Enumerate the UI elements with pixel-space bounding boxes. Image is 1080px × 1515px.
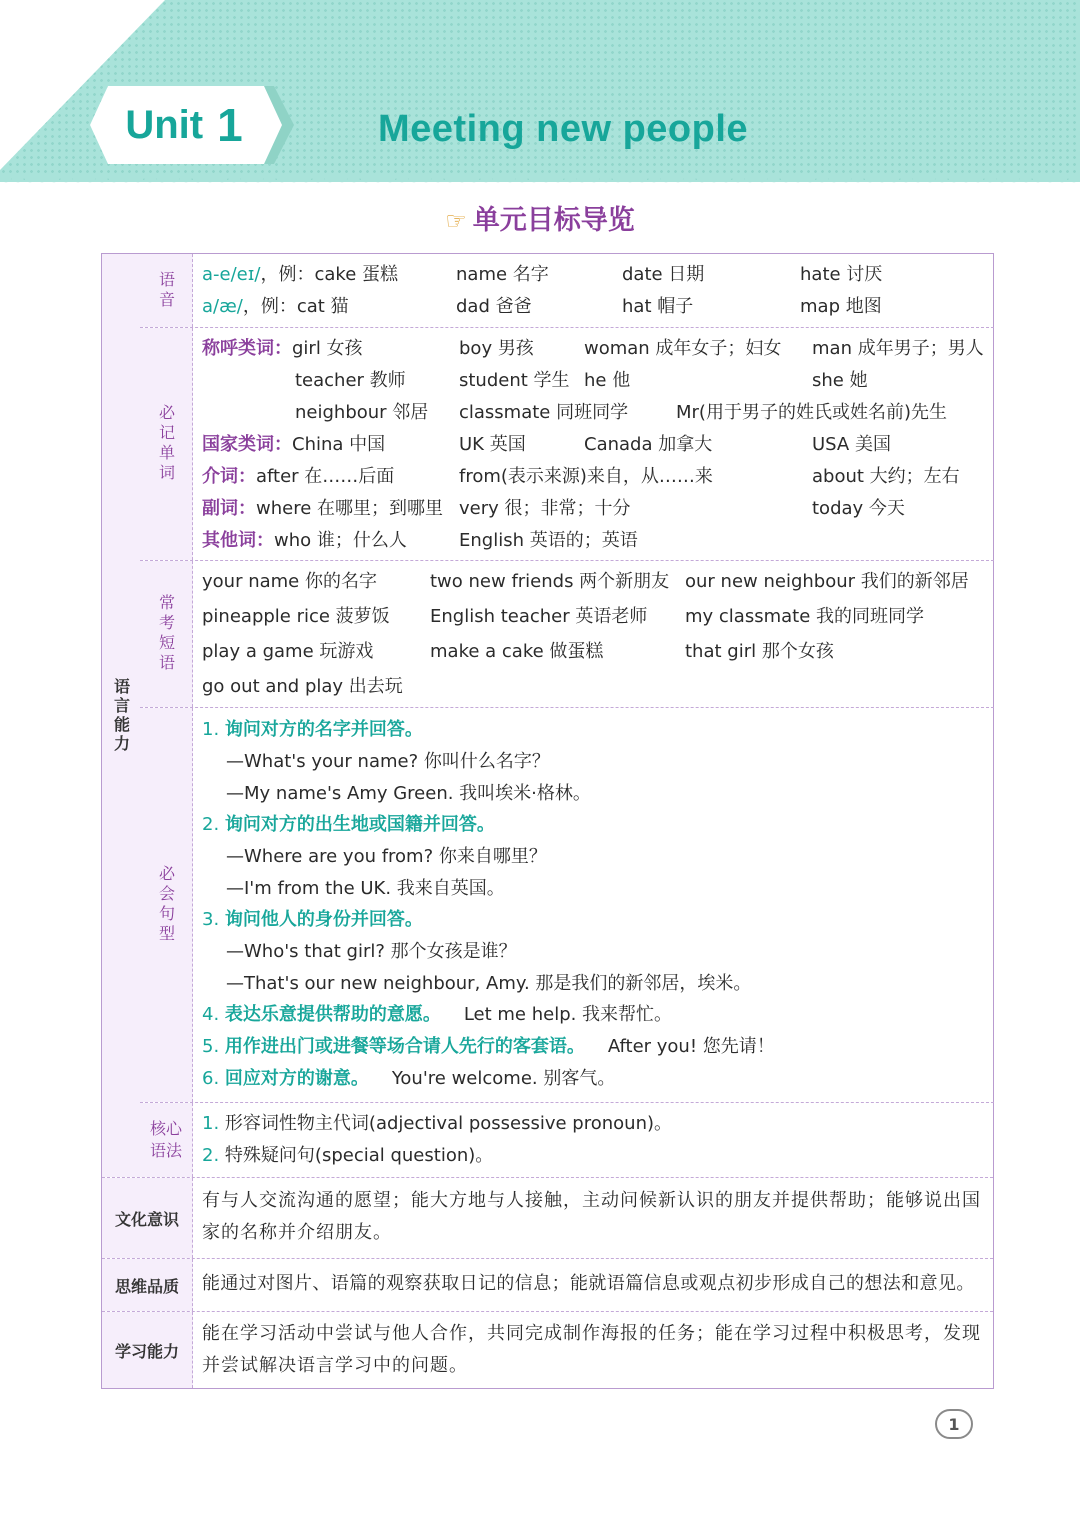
vocab-word: she 她 [812,370,868,391]
sentence-heading: 6. 回应对方的谢意。 You're welcome. 别客气。 [202,1068,616,1089]
unit-label: Unit [125,102,204,147]
vocab-word: Mr(用于男子的姓氏或姓名前)先生 [676,402,947,423]
vocab-word: Canada 加拿大 [584,434,713,455]
category-learning: 学习能力 [102,1312,193,1388]
vocab-word: woman 成年女子；妇女 [584,338,782,359]
sentence-heading: 1. 询问对方的名字并回答。 [202,719,423,740]
vocab-word: UK 英国 [459,434,526,455]
subcategory-grammar [140,1103,193,1177]
vocab-word: today 今天 [812,498,905,519]
learning-text: 能在学习活动中尝试与他人合作，共同完成制作海报的任务；能在学习过程中积极思考，发现并尝试解决语言学习中的问题。 [202,1323,981,1376]
phrase-item: English teacher 英语老师 [430,606,648,627]
vocab-line-adverbs: 副词：where 在哪里；到哪里 [202,498,444,519]
subcategory-phrases [140,561,193,707]
sentence-heading: 5. 用作进出门或进餐等场合请人先行的客套语。 After you! 您先请！ [202,1036,775,1057]
phrase-item: make a cake 做蛋糕 [430,641,604,662]
vocab-word: classmate 同班同学 [459,402,629,423]
sentence-line: —My name's Amy Green. 我叫埃米·格林。 [226,783,591,804]
vocab-word: boy 男孩 [459,338,534,359]
vocab-word: English 英语的；英语 [459,530,638,551]
sentence-line: —Who's that girl? 那个女孩是谁？ [226,941,517,962]
subcategory-vocabulary [140,328,193,560]
vocab-word: very 很；非常；十分 [459,498,631,519]
pron-word: name 名字 [456,264,549,285]
pron-word: hat 帽子 [622,296,694,317]
section-title [0,198,1080,237]
subcategory-sentences [140,708,193,1102]
vocab-line-1: 称呼类词：girl 女孩 [202,338,363,359]
page-number: 1 [935,1409,973,1439]
vocab-word: about 大约；左右 [812,466,960,487]
row-divider [140,327,994,328]
vocab-line-prepositions: 介词：after 在……后面 [202,466,395,487]
vocab-word: USA 美国 [812,434,891,455]
unit-badge [88,84,296,166]
phrase-item: go out and play 出去玩 [202,676,403,697]
row-divider [140,1102,994,1103]
grammar-label-line1: 核心 [149,1119,182,1138]
row-divider [140,560,994,561]
vocab-word: teacher 教师 [295,370,406,391]
phrase-item: play a game 玩游戏 [202,641,374,662]
vocab-word: man 成年男子；男人 [812,338,984,359]
vocab-word: neighbour 邻居 [295,402,429,423]
phrase-item: our new neighbour 我们的新邻居 [685,571,969,592]
pron-rule-2: a/æ/，例：cat 猫 [202,296,349,317]
pron-word: dad 爸爸 [456,296,532,317]
vocab-word: he 他 [584,370,631,391]
grammar-item: 1. 形容词性物主代词(adjectival possessive pronoun)。 [202,1113,673,1134]
pron-word: hate 讨厌 [800,264,883,285]
grammar-item: 2. 特殊疑问句(special question)。 [202,1145,494,1166]
sentences-label: 必会句型 [156,865,176,945]
category-thinking: 思维品质 [102,1259,193,1311]
goals-table [101,253,994,1389]
unit-number: 1 [217,99,243,151]
category-language-ability [102,254,141,1177]
vocab-line-countries: 国家类词：China 中国 [202,434,386,455]
sentence-heading: 2. 询问对方的出生地或国籍并回答。 [202,814,495,835]
row-divider [102,1258,993,1259]
row-divider [140,707,994,708]
pronunciation-label: 语音 [156,270,176,311]
phrase-item: pineapple rice 菠萝饭 [202,606,390,627]
culture-text: 有与人交流沟通的愿望；能大方地与人接触，主动问候新认识的朋友并提供帮助；能够说出国家的名称并介绍朋友。 [202,1190,981,1243]
unit-title: Meeting new people [378,108,749,150]
header-wave-edge [0,176,1080,188]
thinking-text: 能通过对图片、语篇的观察获取日记的信息；能就语篇信息或观点初步形成自己的想法和意见。 [202,1273,975,1294]
pointing-hand-icon: ☞ [445,207,467,235]
pron-rule-1: a-e/eɪ/，例：cake 蛋糕 [202,264,399,285]
pron-word: map 地图 [800,296,882,317]
grammar-label-line2: 语法 [149,1141,182,1160]
vocab-word: from(表示来源)来自，从……来 [459,466,713,487]
phrases-label: 常考短语 [156,594,176,674]
sentence-line: —That's our new neighbour, Amy. 那是我们的新邻居，埃米。 [226,973,752,994]
phrase-item: my classmate 我的同班同学 [685,606,925,627]
phrase-item: that girl 那个女孩 [685,641,834,662]
category-culture: 文化意识 [102,1178,193,1258]
sentence-line: —What's your name? 你叫什么名字？ [226,751,550,772]
sentence-line: —I'm from the UK. 我来自英国。 [226,878,505,899]
vocab-line-others: 其他词：who 谁；什么人 [202,530,407,551]
section-title-text: 单元目标导览 [472,205,635,236]
pron-word: date 日期 [622,264,705,285]
row-divider [102,1311,993,1312]
sentence-line: —Where are you from? 你来自哪里？ [226,846,547,867]
row-divider [102,1177,993,1178]
category-language-ability-label: 语言能力 [111,677,131,754]
phrase-item: two new friends 两个新朋友 [430,571,670,592]
vocabulary-label: 必记单词 [156,404,176,484]
subcategory-pronunciation [140,254,193,327]
sentence-heading: 4. 表达乐意提供帮助的意愿。 Let me help. 我来帮忙。 [202,1004,673,1025]
vocab-word: student 学生 [459,370,570,391]
phrase-item: your name 你的名字 [202,571,377,592]
sentence-heading: 3. 询问他人的身份并回答。 [202,909,423,930]
